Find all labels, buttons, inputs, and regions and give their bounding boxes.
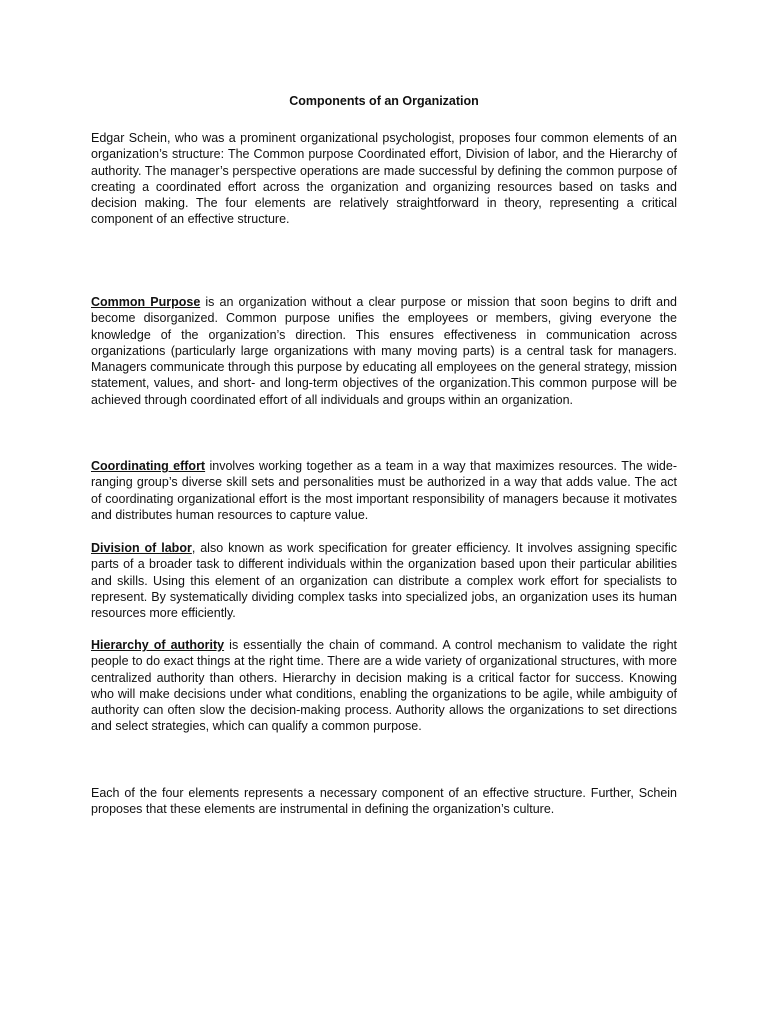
hierarchy-of-authority-text: is essentially the chain of command. A control mechanism to validate the right people to do exact things at the right time. There are a wide variety of organizational structures, with more centralized authority than others. Hierarchy in decision making is a critical factor for success. Knowing who will make decisions under what conditions, enabling the organizations to be agile, while ambiguity of authority can often slow the decision-making process. Authority allows the organizations to set directions and select strategies, which can qualify a common purpose. <box>91 638 678 734</box>
coordinating-effort-paragraph <box>91 458 677 523</box>
common-purpose-paragraph <box>91 294 677 408</box>
common-purpose-text: is an organization without a clear purpose or mission that soon begins to drift and become disorganized. Common purpose unifies the employees or members, giving everyone the knowledge of the organization’s direction. This ensures effectiveness in communication across organizations (particularly large organizations with many moving parts) is a central task for managers. Managers communicate through this purpose by educating all employees on the general strategy, mission statement, values, and short- and long-term objectives of the organization.This common purpose will be achieved through coordinated effort of all individuals and groups within an organization. <box>91 295 677 407</box>
division-of-labor-text: , also known as work specification for greater efficiency. It involves assigning specific parts of a broader task to different individuals within the organization based upon their particular abilities and skills. Using this element of an organization can distribute a complex work effort for specialists to represent. By systematically dividing complex tasks into specialized jobs, an organization uses its human resources more efficiently. <box>91 541 677 621</box>
document-title: Components of an Organization <box>289 94 479 108</box>
hierarchy-of-authority-term: Hierarchy of authority <box>91 638 225 652</box>
intro-paragraph: Edgar Schein, who was a prominent organizational psychologist, proposes four common elements of an organization’s structure: The Common purpose Coordinated effort, Division of labor, and the Hierarchy of authority. The manager’s perspective operations are made successful by defining the common purpose of creating a coordinated effort across the organization and organizing resources based on tasks and decision making. The four elements are relatively straightforward in theory, representing a critical component of an effective structure. <box>91 131 677 227</box>
division-of-labor-paragraph <box>91 540 677 621</box>
hierarchy-of-authority-paragraph <box>91 637 677 735</box>
conclusion-paragraph: Each of the four elements represents a necessary component of an effective structure. Further, Schein proposes that these elements are instrumental in defining the organization’s culture. <box>91 786 677 817</box>
common-purpose-term: Common Purpose <box>91 295 201 309</box>
division-of-labor-term: Division of labor <box>91 541 192 555</box>
coordinating-effort-text: involves working together as a team in a way that maximizes resources. The wide-ranging group’s diverse skill sets and personalities must be authorized in a way that adds value. The act of coordinating organizational effort is the most important responsibility of managers because it motivates and distributes human resources to capture value. <box>91 459 677 522</box>
coordinating-effort-term: Coordinating effort <box>91 459 206 473</box>
